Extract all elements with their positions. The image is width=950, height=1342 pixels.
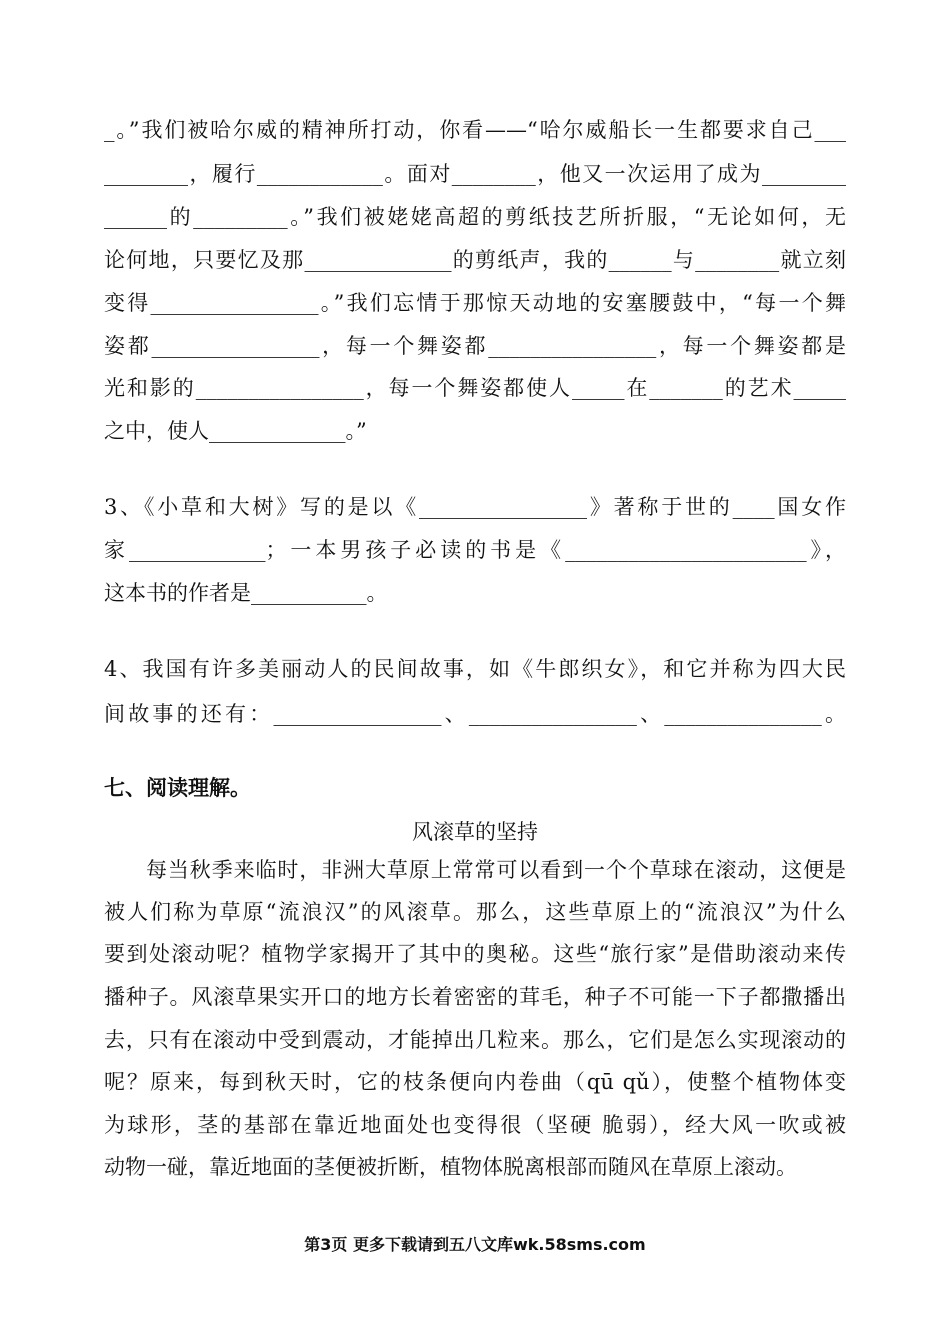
text-line: ________，履行____________。面对________，他又一次运用了成为________ xyxy=(104,162,846,186)
text-line: 家_____________；一本男孩子必读的书是《_______________________》， xyxy=(104,538,846,562)
text-line: 这本书的作者是___________。 xyxy=(104,581,388,605)
text-line: 变得________________。”我们忘情于那惊天动地的安塞腰鼓中，“每一个舞 xyxy=(104,291,846,315)
text-line: 被人们称为草原“流浪汉”的风滚草。那么，这些草原上的“流浪汉”为什么 xyxy=(104,900,846,924)
text-line: 要到处滚动呢？植物学家揭开了其中的奥秘。这些“旅行家”是借助滚动来传 xyxy=(104,942,846,966)
text-line: 每当秋季来临时，非洲大草原上常常可以看到一个个草球在滚动，这便是 xyxy=(146,858,846,882)
text-line: 光和影的________________，每一个舞姿都使人_____在_______的艺术_____ xyxy=(104,376,846,400)
passage-title: 风滚草的坚持 xyxy=(412,820,538,844)
text-line: 之中，使人_____________。” xyxy=(104,419,367,443)
section-heading: 七、阅读理解。 xyxy=(104,776,251,800)
text-line: 论何地，只要忆及那______________的剪纸声，我的______与________就立刻 xyxy=(104,248,846,272)
text-line: _。”我们被哈尔威的精神所打动，你看——“哈尔威船长一生都要求自己___ xyxy=(104,118,846,142)
page-footer: 第3页 更多下载请到五八文库wk.58sms.com xyxy=(304,1235,646,1254)
text-line: 姿都________________，每一个舞姿都________________，每一个舞姿都是 xyxy=(104,334,846,358)
text-line: 间故事的还有：________________、________________、_______________。 xyxy=(104,702,846,726)
text-line: 去，只有在滚动中受到震动，才能掉出几粒来。那么，它们是怎么实现滚动的 xyxy=(104,1028,846,1052)
text-line: 动物一碰，靠近地面的茎便被折断，植物体脱离根部而随风在草原上滚动。 xyxy=(104,1155,797,1179)
text-line: 为球形，茎的基部在靠近地面处也变得很（坚硬 脆弱），经大风一吹或被 xyxy=(104,1113,846,1137)
text-line: 呢？原来，每到秋天时，它的枝条便向内卷曲（qū qǔ），使整个植物体变 xyxy=(104,1070,846,1094)
text-line: 3、《小草和大树》写的是以《________________》著称于世的____国女作 xyxy=(104,495,846,519)
text-line: 4、我国有许多美丽动人的民间故事，如《牛郎织女》，和它并称为四大民 xyxy=(104,657,846,681)
text-line: ______的_________。”我们被姥姥高超的剪纸技艺所折服，“无论如何，无 xyxy=(104,205,846,229)
text-line: 播种子。风滚草果实开口的地方长着密密的茸毛，种子不可能一下子都撒播出 xyxy=(104,985,846,1009)
